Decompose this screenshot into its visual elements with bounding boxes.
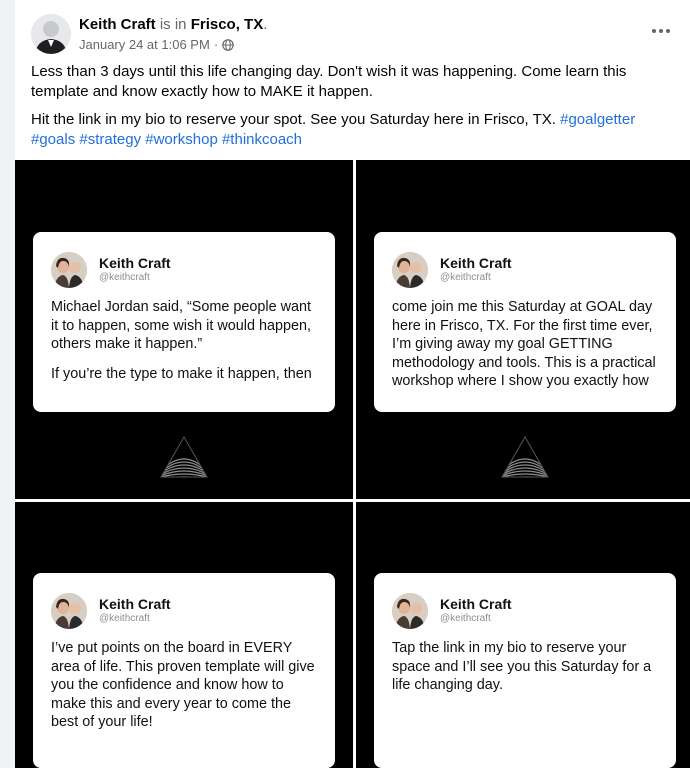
card-header <box>392 593 658 629</box>
quote-card-4 <box>374 573 676 768</box>
more-dot-icon <box>659 29 663 33</box>
more-dot-icon <box>652 29 656 33</box>
post-options-button[interactable] <box>650 20 672 42</box>
author-name[interactable]: Keith Craft <box>79 16 156 33</box>
more-dot-icon <box>666 29 670 33</box>
post-paragraph-2 <box>31 110 681 150</box>
card-author-handle: @keithcraft <box>440 272 491 283</box>
card-text <box>51 639 317 732</box>
author-avatar[interactable] <box>31 14 71 54</box>
hashtag-thinkcoach[interactable]: #thinkcoach <box>221 131 303 148</box>
triangle-logo-icon <box>159 435 209 479</box>
triangle-logo-icon <box>500 435 550 479</box>
card-author-handle: @keithcraft <box>99 613 150 624</box>
post-paragraph-2-text: Hit the link in my bio to reserve your spot. See you Saturday here in Frisco, TX. <box>31 111 561 128</box>
card-header <box>51 252 317 288</box>
card-paragraph: If you’re the type to make it happen, then <box>51 365 312 382</box>
card-author-name: Keith Craft <box>99 596 171 612</box>
card-paragraph: Michael Jordan said, “Some people want it to happen, some wish it would happen, others make it happen.” <box>51 299 311 353</box>
post-timestamp[interactable]: January 24 at 1:06 PM <box>79 37 210 52</box>
card-header <box>51 593 317 629</box>
hashtag-goals[interactable]: #goals <box>31 131 76 148</box>
globe-icon[interactable] <box>222 39 234 51</box>
photo-tile-2[interactable] <box>356 160 690 499</box>
facebook-post <box>15 0 690 768</box>
quote-card-3 <box>33 573 335 768</box>
card-author-name: Keith Craft <box>440 596 512 612</box>
post-header <box>15 0 690 60</box>
card-avatar <box>392 252 428 288</box>
author-line <box>79 16 267 33</box>
card-author-name: Keith Craft <box>440 255 512 271</box>
post-paragraph-1: Less than 3 days until this life changing day. Don't wish it was happening. Come learn this template and know exactly how to MAKE it happen. <box>31 63 627 100</box>
photo-tile-4[interactable] <box>356 502 690 768</box>
card-header <box>392 252 658 288</box>
hashtag-strategy[interactable]: #strategy <box>79 131 142 148</box>
card-paragraph: I’ve put points on the board in EVERY area of life. This proven template will give you the confidence and know how to make this and every year to come the best of your life! <box>51 640 315 731</box>
post-text <box>31 62 681 158</box>
is-in-text: is in <box>155 16 191 33</box>
card-text <box>51 298 317 383</box>
photo-tile-1[interactable] <box>15 160 353 499</box>
card-avatar <box>51 252 87 288</box>
card-paragraph: come join me this Saturday at GOAL day here in Frisco, TX. For the first time ever, I’m giving away my goal GETTING methodology and tools. This is a practical workshop where I show you exactly how <box>392 299 656 390</box>
hashtag-workshop[interactable]: #workshop <box>145 131 218 148</box>
hashtag-goalgetter[interactable]: #goalgetter <box>560 111 636 128</box>
photo-tile-3[interactable] <box>15 502 353 768</box>
post-meta <box>79 37 234 52</box>
card-paragraph: Tap the link in my bio to reserve your space and I’ll see you this Saturday for a life changing day. <box>392 640 652 694</box>
card-text <box>392 639 658 695</box>
card-author-name: Keith Craft <box>99 255 171 271</box>
quote-card-1 <box>33 232 335 412</box>
photo-grid <box>15 160 690 768</box>
card-author-handle: @keithcraft <box>440 613 491 624</box>
period-text: . <box>263 16 268 33</box>
meta-separator: · <box>213 37 219 52</box>
card-avatar <box>392 593 428 629</box>
card-text <box>392 298 658 391</box>
card-author-handle: @keithcraft <box>99 272 150 283</box>
location-link[interactable]: Frisco, TX <box>190 16 264 33</box>
quote-card-2 <box>374 232 676 412</box>
card-avatar <box>51 593 87 629</box>
